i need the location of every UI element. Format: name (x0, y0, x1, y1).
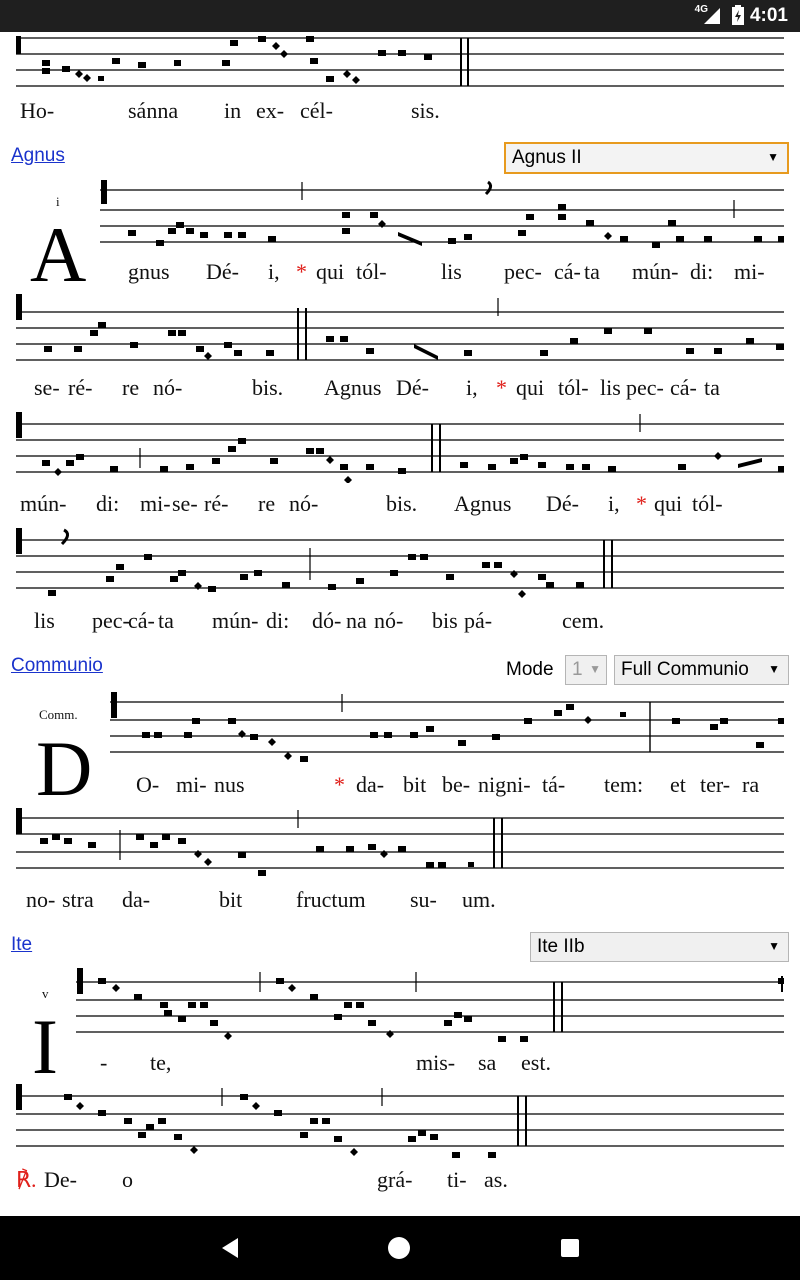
syllable: bit (219, 887, 243, 912)
syllable: et (670, 772, 686, 797)
chevron-down-icon: ▼ (768, 939, 780, 953)
syllable: est. (521, 1050, 551, 1075)
chevron-down-icon: ▼ (767, 150, 779, 164)
syllable: dó- (312, 608, 342, 633)
mode-label: Mode (506, 659, 554, 680)
syllable: pec- (626, 375, 664, 400)
syllable: tól- (692, 491, 723, 516)
mode-annotation: v (42, 986, 49, 1001)
mode-select-value: 1 (572, 659, 583, 680)
staff-4 (0, 524, 800, 604)
staff-3 (0, 408, 800, 483)
syllable: Ho- (20, 98, 55, 123)
signal-icon (704, 8, 720, 24)
initial-letter: A (30, 211, 87, 298)
syllable: lis (34, 608, 55, 633)
initial-letter: D (36, 725, 93, 812)
syllable: se- (34, 375, 60, 400)
staff-8 (0, 1080, 800, 1170)
syllable: sis. (411, 98, 440, 123)
syllable: Dé- (396, 375, 429, 400)
battery-icon (732, 5, 744, 25)
syllable: qui (516, 375, 545, 400)
syllable: sánna (128, 98, 179, 123)
syllable: as. (484, 1167, 508, 1192)
syllable: ter- (700, 772, 731, 797)
syllable: su- (410, 887, 437, 912)
staff-5 (0, 690, 800, 770)
syllable: nó- (153, 375, 183, 400)
syllable: mi- (734, 259, 765, 284)
syllable: nó- (289, 491, 319, 516)
syllable: cél- (300, 98, 333, 123)
recents-icon[interactable] (560, 1238, 580, 1258)
syllable: bit (403, 772, 427, 797)
syllable: nó- (374, 608, 404, 633)
asterisk: * (334, 772, 345, 797)
syllable: tól- (356, 259, 387, 284)
ite-select[interactable] (530, 932, 789, 962)
communio-link[interactable]: Communio (11, 655, 103, 676)
syllable: no- (26, 887, 56, 912)
agnus-select-value: Agnus II (512, 147, 582, 168)
syllable: re (122, 375, 140, 400)
syllable: Agnus (324, 375, 382, 400)
syllable: pec- (92, 608, 130, 633)
staff-0 (0, 32, 800, 92)
navigation-bar (0, 1216, 800, 1280)
syllable: da- (356, 772, 385, 797)
staff-2 (0, 292, 800, 367)
home-icon[interactable] (387, 1236, 411, 1260)
syllable: in (224, 98, 242, 123)
asterisk: * (296, 259, 307, 284)
communio-select[interactable] (614, 655, 789, 685)
syllable: te, (150, 1050, 172, 1075)
syllable: i, (268, 259, 280, 284)
syllable: Agnus (454, 491, 512, 516)
asterisk: * (496, 375, 507, 400)
communio-select-value: Full Communio (621, 659, 749, 680)
syllable: qui (316, 259, 345, 284)
syllable: bis. (386, 491, 418, 516)
syllable: tá- (542, 772, 566, 797)
syllable: i, (608, 491, 620, 516)
syllable: mún- (20, 491, 67, 516)
ite-link[interactable]: Ite (11, 934, 33, 955)
syllable: De- (44, 1167, 77, 1192)
agnus-select[interactable] (504, 142, 789, 174)
syllable: be- (442, 772, 471, 797)
chevron-down-icon: ▼ (768, 662, 780, 676)
staff-1 (0, 178, 800, 253)
syllable: di: (266, 608, 290, 633)
syllable: cem. (562, 608, 605, 633)
syllable: mis- (416, 1050, 456, 1075)
syllable: o (122, 1167, 133, 1192)
syllable: bis (432, 608, 458, 633)
syllable: ta (158, 608, 174, 633)
mode-annotation: Comm. (39, 707, 78, 722)
syllable: stra (62, 887, 94, 912)
syllable: i, (466, 375, 478, 400)
syllable: Dé- (546, 491, 579, 516)
syllable: di: (96, 491, 120, 516)
back-icon[interactable] (218, 1236, 242, 1260)
syllable: gnus (128, 259, 170, 284)
syllable: Dé- (206, 259, 239, 284)
syllable: mi- (140, 491, 171, 516)
syllable: se- (172, 491, 198, 516)
syllable: pá- (464, 608, 493, 633)
syllable: mi- (176, 772, 207, 797)
syllable: da- (122, 887, 151, 912)
agnus-link[interactable]: Agnus (11, 145, 65, 166)
syllable: re (258, 491, 276, 516)
staff-7 (0, 964, 800, 1044)
response-symbol: ℟. (16, 1167, 37, 1192)
syllable: fructum (296, 887, 366, 912)
syllable: grá- (377, 1167, 413, 1192)
syllable: sa (478, 1050, 497, 1075)
syllable: ta (584, 259, 600, 284)
syllable: pec- (504, 259, 542, 284)
syllable: mún- (212, 608, 259, 633)
syllable: lis (441, 259, 462, 284)
syllable: ra (742, 772, 760, 797)
asterisk: * (636, 491, 647, 516)
syllable: cá- (554, 259, 581, 284)
syllable: ré- (204, 491, 229, 516)
network-type: 4G (694, 4, 708, 15)
syllable: um. (462, 887, 496, 912)
syllable: mún- (632, 259, 679, 284)
mode-annotation: i (56, 194, 60, 209)
syllable: tem: (604, 772, 644, 797)
clock: 4:01 (749, 5, 788, 26)
syllable: - (100, 1050, 108, 1075)
ite-select-value: Ite IIb (537, 936, 585, 957)
syllable: lis (600, 375, 621, 400)
syllable: ti- (447, 1167, 467, 1192)
syllable: na (346, 608, 367, 633)
staff-6 (0, 806, 800, 886)
syllable: O- (136, 772, 160, 797)
syllable: bis. (252, 375, 284, 400)
chevron-down-icon: ▼ (589, 662, 601, 676)
syllable: di: (690, 259, 714, 284)
syllable: ré- (68, 375, 93, 400)
syllable: cá- (128, 608, 155, 633)
syllable: ta (704, 375, 720, 400)
syllable: nus (214, 772, 245, 797)
mode-select[interactable] (565, 655, 607, 685)
syllable: nigni- (478, 772, 531, 797)
syllable: cá- (670, 375, 697, 400)
syllable: qui (654, 491, 683, 516)
syllable: ex- (256, 98, 285, 123)
syllable: tól- (558, 375, 589, 400)
status-bar (0, 0, 800, 32)
initial-letter: I (32, 1003, 58, 1090)
